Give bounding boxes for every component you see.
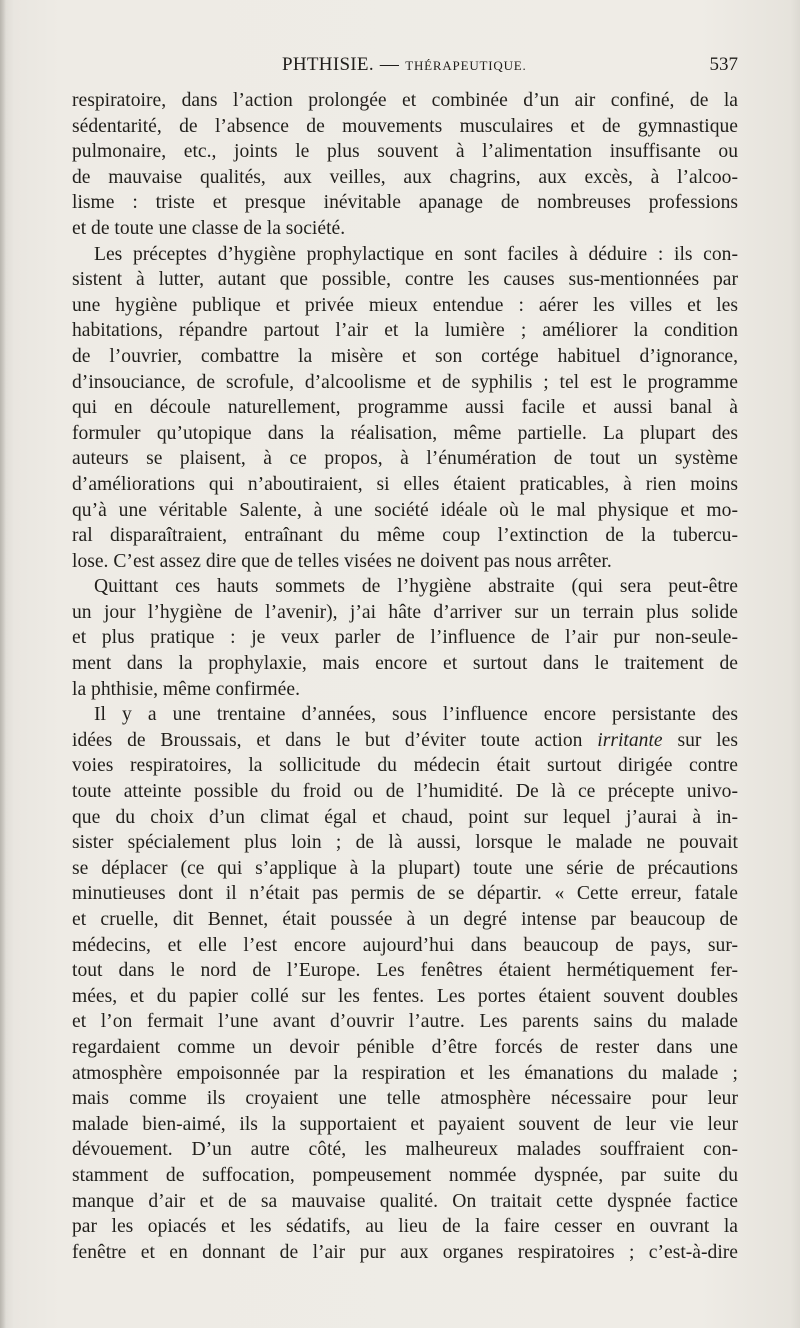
text-line: médecins, et elle l’est encore aujourd’hui dans beaucoup de pays, sur-	[72, 934, 738, 956]
text-line: qu’à une véritable Salente, à une société idéale où le mal physique et mo-	[72, 499, 738, 521]
text-line: manque d’air et de sa mauvaise qualité. On traitait cette dyspnée factice	[72, 1190, 738, 1212]
text-line: et plus pratique : je veux parler de l’influence de l’air pur non-seule-	[72, 627, 738, 649]
text-line: minutieuses dont il n’était pas permis de se départir. « Cette erreur, fatale	[72, 883, 738, 905]
text-line: Il y a une trentaine d’années, sous l’influence encore persistante des	[94, 704, 738, 726]
text-line: lisme : triste et presque inévitable apanage de nombreuses professions	[72, 192, 738, 214]
text-line: auteurs se plaisent, à ce propos, à l’énumération de tout un système	[72, 448, 738, 470]
paragraph	[72, 574, 738, 702]
text-line: habitations, répandre partout l’air et la lumière ; améliorer la condition	[72, 320, 738, 342]
paragraph	[72, 88, 738, 242]
running-title	[282, 54, 527, 76]
running-title-sub: THÉRAPEUTIQUE.	[405, 58, 527, 73]
text-line: mées, et du papier collé sur les fentes. Les portes étaient souvent doubles	[72, 985, 738, 1007]
paragraph	[72, 702, 738, 1265]
running-title-dash: —	[379, 54, 400, 75]
text-line: lose. C’est assez dire que de telles visées ne doivent pas nous arrêter.	[72, 550, 612, 572]
binding-shadow	[0, 0, 6, 1328]
text-line: respiratoire, dans l’action prolongée et combinée d’un air confiné, de la	[72, 90, 738, 111]
text-line: ral disparaîtraient, entraînant du même coup l’extinction de la tubercu-	[72, 525, 738, 547]
text-line: sister spécialement plus loin ; de là aussi, lorsque le malade ne pouvait	[72, 832, 738, 854]
text-line: se déplacer (ce qui s’applique à la plupart) toute une série de précautions	[72, 857, 738, 879]
text-line: une hygiène publique et privée mieux entendue : aérer les villes et les	[72, 294, 738, 316]
text-line: malade bien-aimé, ils la supportaient et payaient souvent de leur vie leur	[72, 1113, 738, 1135]
text-line: sédentarité, de l’absence de mouvements musculaires et de gymnastique	[72, 115, 738, 137]
text-line: idées de Broussais, et dans le but d’éviter toute action irritante sur les	[72, 729, 738, 751]
text-line: atmosphère empoisonnée par la respiration et les émanations du malade ;	[72, 1062, 738, 1084]
text-line: d’insouciance, de scrofule, d’alcoolisme et de syphilis ; tel est le programme	[72, 371, 738, 393]
text-line: sistent à lutter, autant que possible, contre les causes sus-mentionnées par	[72, 269, 738, 291]
text-line: ment dans la prophylaxie, mais encore et surtout dans le traitement de	[72, 653, 738, 675]
paragraph	[72, 242, 738, 575]
text-line: de l’ouvrier, combattre la misère et son cortége habituel d’ignorance,	[72, 345, 738, 367]
text-line: Les préceptes d’hygiène prophylactique en sont faciles à déduire : ils con-	[94, 243, 738, 265]
text-line: et cruelle, dit Bennet, était poussée à un degré intense par beaucoup de	[72, 909, 738, 930]
text-line: stamment de suffocation, pompeusement nommée dyspnée, par suite du	[72, 1164, 738, 1186]
text-line: fenêtre et en donnant de l’air pur aux organes respiratoires ; c’est-à-dire	[72, 1241, 738, 1263]
text-line: et l’on fermait l’une avant d’ouvrir l’autre. Les parents sains du malade	[72, 1011, 738, 1033]
text-line: regardaient comme un devoir pénible d’être forcés de rester dans une	[72, 1036, 738, 1058]
text-line: d’améliorations qui n’aboutiraient, si elles étaient praticables, à rien moins	[72, 473, 738, 495]
page-number: 537	[709, 54, 738, 75]
text-line: de mauvaise qualités, aux veilles, aux chagrins, aux excès, à l’alcoo-	[72, 166, 738, 188]
running-title-main: PHTHISIE.	[282, 54, 374, 75]
text-line: mais comme ils croyaient une telle atmosphère nécessaire pour leur	[72, 1088, 738, 1110]
emphasis: irritante	[597, 729, 663, 751]
text-line: dévouement. D’un autre côté, les malheureux malades souffraient con-	[72, 1139, 738, 1161]
body-text	[72, 88, 738, 1265]
text-line: Quittant ces hauts sommets de l’hygiène abstraite (qui sera peut-être	[94, 576, 738, 598]
text-line: un jour l’hygiène de l’avenir), j’ai hâte d’arriver sur un terrain plus solide	[72, 601, 738, 623]
running-header	[72, 52, 738, 82]
text-line: toute atteinte possible du froid ou de l’humidité. De là ce précepte univo-	[72, 781, 738, 803]
text-line: la phthisie, même confirmée.	[72, 678, 300, 700]
text-line: voies respiratoires, la sollicitude du médecin était surtout dirigée contre	[72, 755, 738, 777]
text-line: et de toute une classe de la société.	[72, 217, 346, 239]
text-line: pulmonaire, etc., joints le plus souvent à l’alimentation insuffisante ou	[72, 141, 738, 163]
text-line: que du choix d’un climat égal et chaud, point sur lequel j’aurai à in-	[72, 806, 738, 828]
text-line: par les opiacés et les sédatifs, au lieu de la faire cesser en ouvrant la	[72, 1216, 738, 1238]
text-line: qui en découle naturellement, programme aussi facile et aussi banal à	[72, 397, 738, 419]
text-line: formuler qu’utopique dans la réalisation, même partielle. La plupart des	[72, 422, 738, 444]
text-line: tout dans le nord de l’Europe. Les fenêtres étaient hermétiquement fer-	[72, 960, 738, 982]
